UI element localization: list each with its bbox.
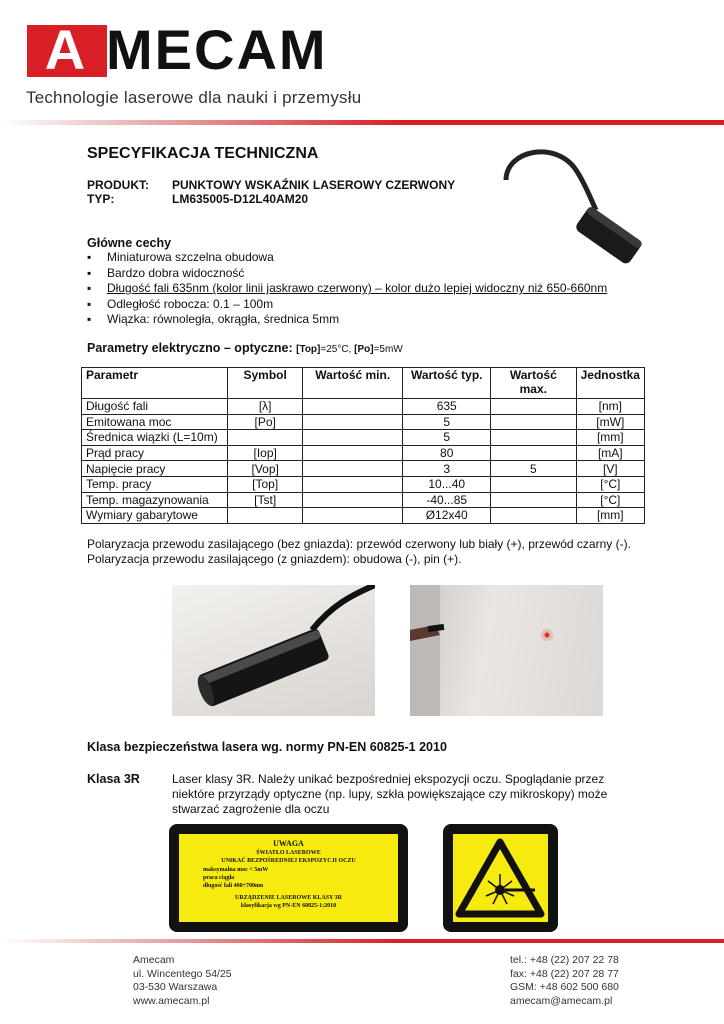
table-cell bbox=[303, 461, 403, 477]
feature-item: ▪ Wiązka: równoległa, okrągła, średnica 5mm bbox=[87, 312, 647, 328]
table-row bbox=[82, 461, 645, 477]
features-list bbox=[87, 250, 647, 328]
polarization-line: Polaryzacja przewodu zasilającego (bez gniazda): przewód czerwony lub biały (+), przewód czarny (-). bbox=[87, 537, 631, 551]
table-row bbox=[82, 476, 645, 492]
table-cell bbox=[491, 508, 577, 524]
table-cell: Długość fali bbox=[82, 399, 228, 415]
table-cell: [Iop] bbox=[228, 445, 303, 461]
footer-web-link[interactable]: www.amecam.pl bbox=[133, 994, 210, 1007]
table-cell bbox=[303, 399, 403, 415]
table-cell: [Po] bbox=[228, 414, 303, 430]
laser-hazard-icon bbox=[453, 834, 548, 922]
feature-item: ▪ Odległość robocza: 0.1 – 100m bbox=[87, 297, 647, 313]
table-row bbox=[82, 508, 645, 524]
column-header: Parametr bbox=[82, 368, 228, 399]
table-cell: [mW] bbox=[576, 414, 644, 430]
table-cell: Temp. pracy bbox=[82, 476, 228, 492]
table-cell: [V] bbox=[576, 461, 644, 477]
footer-address bbox=[133, 954, 232, 1008]
table-cell: [mA] bbox=[576, 445, 644, 461]
table-cell bbox=[491, 445, 577, 461]
table-cell bbox=[303, 445, 403, 461]
laser-warning-label bbox=[169, 824, 408, 932]
header-divider bbox=[0, 120, 724, 125]
table-cell: [λ] bbox=[228, 399, 303, 415]
footer-street: ul. Wincentego 54/25 bbox=[133, 967, 232, 980]
table-cell: 3 bbox=[403, 461, 491, 477]
table-cell: [mm] bbox=[576, 508, 644, 524]
product-label: PRODUKT: bbox=[87, 178, 149, 192]
laser-spot-photo bbox=[410, 585, 603, 716]
spec-table bbox=[81, 367, 645, 524]
footer-gsm: GSM: +48 602 500 680 bbox=[510, 981, 619, 993]
table-cell bbox=[303, 508, 403, 524]
warning-line: URZĄDZENIE LASEROWE KLASY 3R bbox=[235, 895, 342, 901]
features-heading: Główne cechy bbox=[87, 236, 172, 250]
table-header-row bbox=[82, 368, 645, 399]
table-cell: [Vop] bbox=[228, 461, 303, 477]
polarization-text bbox=[87, 537, 647, 567]
footer-email-link[interactable]: amecam@amecam.pl bbox=[510, 994, 613, 1007]
table-cell: 80 bbox=[403, 445, 491, 461]
class-description: Laser klasy 3R. Należy unikać bezpośredniej ekspozycji oczu. Spoglądanie przez niektóre przyrządy optyczne (np. lupy, szkła powiększające czy mikroskopy) może stwarzać zagrożenie dla oczu bbox=[172, 772, 608, 816]
feature-item: ▪ Miniaturowa szczelna obudowa bbox=[87, 250, 647, 266]
params-heading: Parametry elektryczno – optyczne: [Top]=25°C, [Po]=5mW bbox=[87, 341, 403, 355]
table-cell: Temp. magazynowania bbox=[82, 492, 228, 508]
table-row bbox=[82, 414, 645, 430]
warning-line: długość fali 400÷700nm bbox=[203, 883, 264, 889]
warning-line: ŚWIATŁO LASEROWE bbox=[256, 850, 321, 856]
table-cell bbox=[303, 414, 403, 430]
warning-line: UNIKAĆ BEZPOŚREDNIEJ EKSPOZYCJI OCZU bbox=[221, 858, 356, 864]
page-title: SPECYFIKACJA TECHNICZNA bbox=[87, 145, 319, 162]
table-row bbox=[82, 445, 645, 461]
table-cell bbox=[491, 492, 577, 508]
table-cell bbox=[491, 414, 577, 430]
table-cell: 5 bbox=[491, 461, 577, 477]
column-header: Wartość max. bbox=[491, 368, 577, 399]
feature-item: ▪ Bardzo dobra widoczność bbox=[87, 266, 647, 282]
table-cell bbox=[228, 508, 303, 524]
footer-fax: fax: +48 (22) 207 28 77 bbox=[510, 967, 619, 980]
footer-divider bbox=[0, 939, 724, 943]
table-row bbox=[82, 430, 645, 446]
table-cell bbox=[303, 430, 403, 446]
tagline: Technologie laserowe dla nauki i przemysłu bbox=[26, 88, 362, 107]
table-row bbox=[82, 399, 645, 415]
footer-company: Amecam bbox=[133, 954, 175, 966]
table-cell: [mm] bbox=[576, 430, 644, 446]
table-cell: 5 bbox=[403, 414, 491, 430]
column-header: Symbol bbox=[228, 368, 303, 399]
company-logo: A MECAM bbox=[44, 18, 328, 81]
safety-heading: Klasa bezpieczeństwa lasera wg. normy PN-EN 60825-1 2010 bbox=[87, 740, 447, 754]
table-cell: 5 bbox=[403, 430, 491, 446]
polarization-line: Polaryzacja przewodu zasilającego (z gniazdem): obudowa (-), pin (+). bbox=[87, 552, 462, 566]
table-cell: -40...85 bbox=[403, 492, 491, 508]
warning-line: maksymalna moc < 5mW bbox=[203, 867, 269, 873]
warning-line: praca ciągła bbox=[203, 875, 235, 881]
type-value: LM635005-D12L40AM20 bbox=[172, 192, 309, 206]
table-cell bbox=[228, 430, 303, 446]
table-cell bbox=[491, 430, 577, 446]
column-header: Jednostka bbox=[576, 368, 644, 399]
table-row bbox=[82, 492, 645, 508]
table-cell: [°C] bbox=[576, 476, 644, 492]
table-cell bbox=[491, 476, 577, 492]
feature-item: ▪ Długość fali 635nm (kolor linii jaskrawo czerwony) – kolor dużo lepiej widoczny niż 650-660nm bbox=[87, 281, 647, 297]
table-cell: 635 bbox=[403, 399, 491, 415]
table-cell bbox=[491, 399, 577, 415]
table-cell: Ø12x40 bbox=[403, 508, 491, 524]
type-label: TYP: bbox=[87, 192, 115, 206]
table-cell: 10...40 bbox=[403, 476, 491, 492]
table-cell: Napięcie pracy bbox=[82, 461, 228, 477]
footer-contact bbox=[510, 954, 619, 1008]
table-cell: [°C] bbox=[576, 492, 644, 508]
laser-module-photo bbox=[172, 585, 375, 716]
table-cell bbox=[303, 492, 403, 508]
table-cell: Średnica wiązki (L=10m) bbox=[82, 430, 228, 446]
class-label: Klasa 3R bbox=[87, 772, 140, 786]
table-cell: Prąd pracy bbox=[82, 445, 228, 461]
laser-hazard-sign bbox=[443, 824, 558, 932]
footer-tel: tel.: +48 (22) 207 22 78 bbox=[510, 954, 619, 966]
footer-city: 03-530 Warszawa bbox=[133, 981, 218, 993]
table-cell: [nm] bbox=[576, 399, 644, 415]
table-cell: [Top] bbox=[228, 476, 303, 492]
table-cell: [Tst] bbox=[228, 492, 303, 508]
table-cell: Emitowana moc bbox=[82, 414, 228, 430]
table-cell: Wymiary gabarytowe bbox=[82, 508, 228, 524]
column-header: Wartość min. bbox=[303, 368, 403, 399]
warning-line: klasyfikacja wg PN-EN 60825-1:2010 bbox=[240, 903, 337, 909]
warning-title: UWAGA bbox=[273, 839, 304, 848]
column-header: Wartość typ. bbox=[403, 368, 491, 399]
table-cell bbox=[303, 476, 403, 492]
product-value: PUNKTOWY WSKAŹNIK LASEROWY CZERWONY bbox=[172, 178, 456, 192]
